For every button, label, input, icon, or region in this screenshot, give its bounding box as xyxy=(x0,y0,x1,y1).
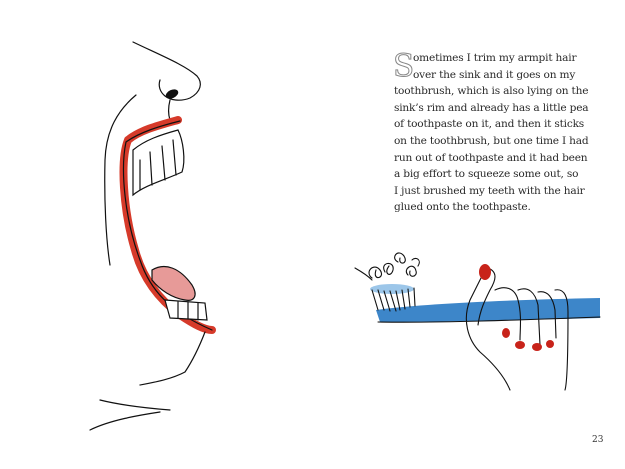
toothbrush-hand-illustration xyxy=(355,253,600,390)
story-line: a big effort to squeeze some out, so xyxy=(394,168,579,181)
drop-cap: S xyxy=(393,48,415,84)
story-line: of toothpaste on it, and then it sticks xyxy=(394,118,585,131)
story-line: glued onto the toothpaste. xyxy=(394,201,531,214)
story-line: I just brushed my teeth with the hair xyxy=(394,184,585,197)
page-number: 23 xyxy=(592,435,604,445)
story-line: on the toothbrush, but one time I had xyxy=(394,134,589,147)
story-line: sink’s rim and already has a little pea xyxy=(394,101,589,114)
story-line: over the sink and it goes on my xyxy=(413,68,576,81)
story-text xyxy=(394,50,604,216)
story-line: run out of toothpaste and it had been xyxy=(394,151,588,164)
story-line: ometimes I trim my armpit hair xyxy=(413,52,577,64)
story-line: toothbrush, which is also lying on the xyxy=(394,85,589,98)
open-mouth-illustration xyxy=(90,42,212,430)
